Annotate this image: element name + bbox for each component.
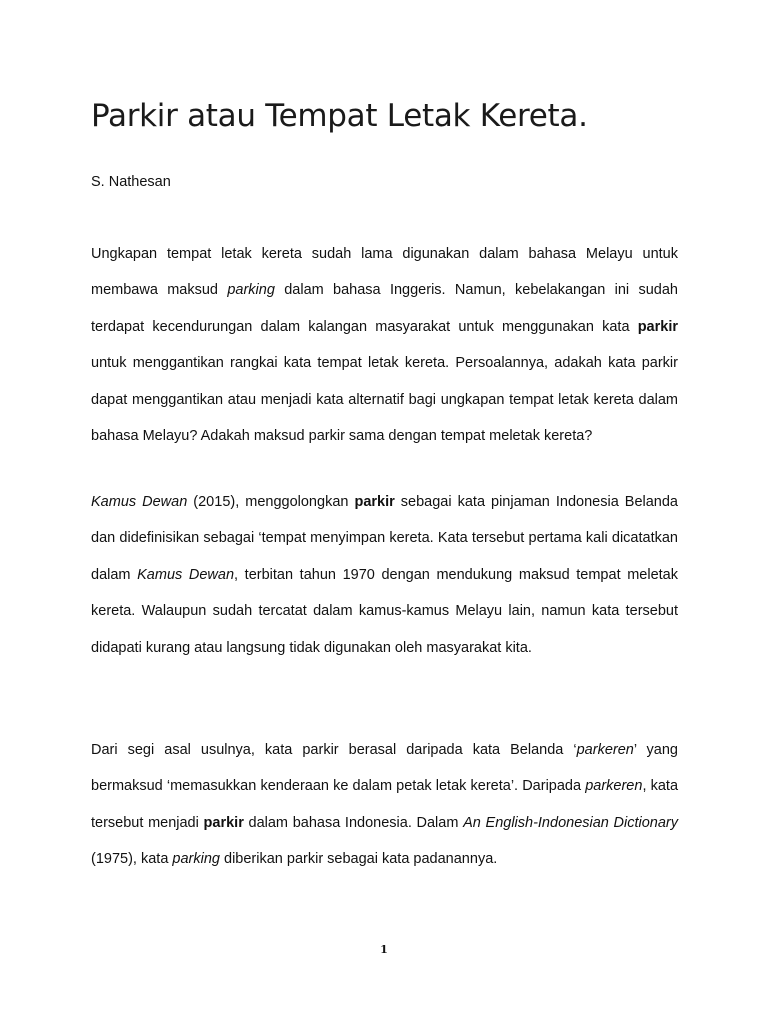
text-run: ’ yang bermaksud ‘memasukkan kenderaan ke dalam petak letak kereta’. Daripada xyxy=(91,742,679,795)
paragraph-1 xyxy=(91,236,678,454)
text-run: dalam bahasa Indonesia. Dalam xyxy=(243,814,464,831)
text-run: , terbitan tahun 1970 dengan mendukung maksud tempat meletak kereta. Walaupun sudah tercatat dalam kamus-kamus Melayu lain, namun kata tersebut didapati kurang atau langsung tidak digunakan oleh masyarakat kita. xyxy=(91,566,678,656)
document-title: Parkir atau Tempat Letak Kereta. xyxy=(91,98,588,134)
bold-term: parkir xyxy=(354,494,395,510)
bold-term: parkir xyxy=(637,318,678,335)
text-run: untuk menggantikan rangkai kata tempat letak kereta. Persoalannya, adakah kata parkir dapat menggantikan atau menjadi kata alternatif bagi ungkapan tempat letak kereta dalam bahasa Melayu? Adakah maksud parkir sama dengan tempat meletak kereta? xyxy=(91,355,678,445)
page-number: 1 xyxy=(380,943,388,956)
italic-term: Kamus Dewan xyxy=(91,494,188,510)
italic-term: parking xyxy=(227,282,275,299)
text-run: sebagai kata pinjaman Indonesia Belanda dan didefinisikan sebagai ‘tempat menyimpan kereta. Kata tersebut pertama kali dicatatkan dalam xyxy=(91,494,678,583)
italic-term: parking xyxy=(172,851,220,868)
text-run: , kata tersebut menjadi xyxy=(91,778,679,831)
italic-term: parkeren xyxy=(576,742,634,758)
text-run: diberikan parkir sebagai kata padanannya. xyxy=(219,851,498,868)
paragraph-2 xyxy=(91,484,678,666)
text-run: Dari segi asal usulnya, kata parkir berasal daripada kata Belanda ‘ xyxy=(91,742,577,758)
italic-term: Kamus Dewan xyxy=(137,566,235,583)
bold-term: parkir xyxy=(203,814,244,831)
italic-term: An English-Indonesian Dictionary xyxy=(463,814,678,831)
italic-term: parkeren xyxy=(585,778,643,795)
author-name: S. Nathesan xyxy=(91,174,171,190)
text-run: Ungkapan tempat letak kereta sudah lama digunakan dalam bahasa Melayu untuk membawa maksud xyxy=(91,246,678,299)
text-run: dalam bahasa Inggeris. Namun, kebelakangan ini sudah terdapat kecendurungan dalam kalangan masyarakat untuk menggunakan kata xyxy=(91,282,678,335)
text-run: (1975), kata xyxy=(91,851,173,868)
paragraph-3 xyxy=(91,732,678,878)
text-run: (2015), menggolongkan xyxy=(187,494,355,510)
